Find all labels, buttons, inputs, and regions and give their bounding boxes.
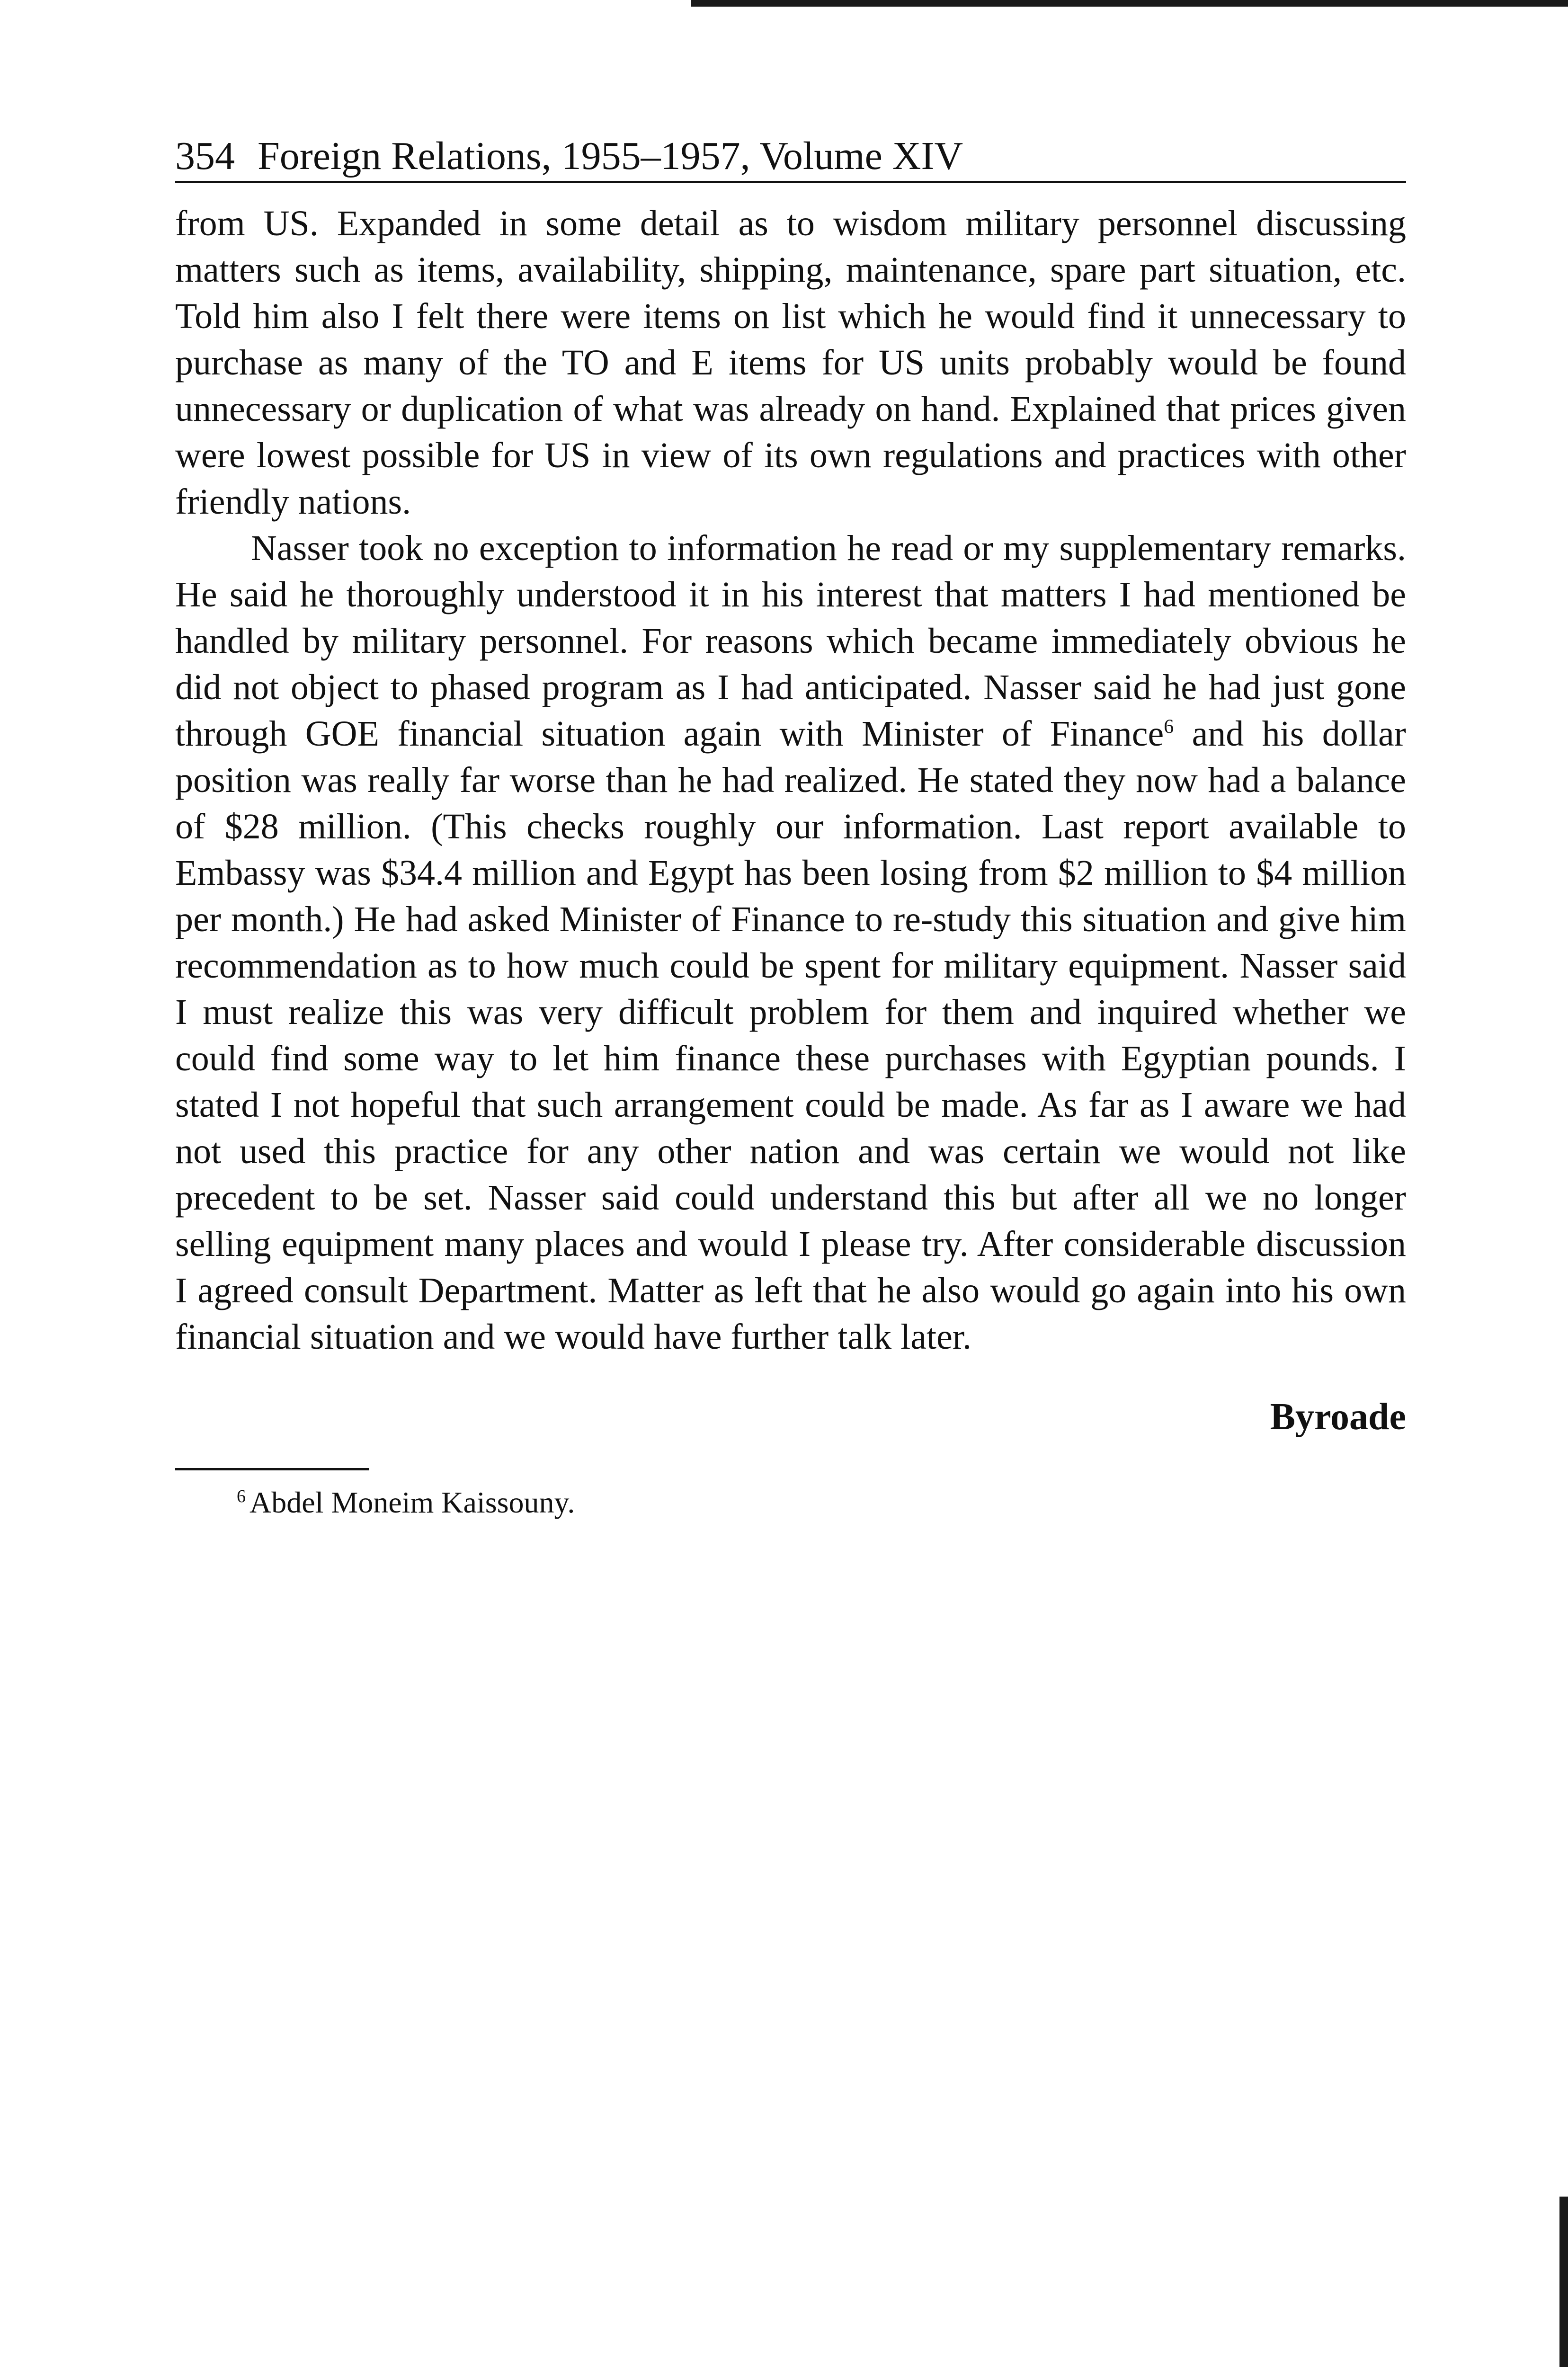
paragraph-text: and his dollar position was really far worse than he had realized. He stated they now had a balance of $28 million. (This checks roughly our information. Last report available to Embassy was $34.4 million and Egypt has been losing from $2 million to $4 million per month.) He had asked Minister of Finance to re-study this situation and give him recommendation as to how much could be spent for military equipment. Nasser said I must realize this was very difficult problem for them and inquired whether we could find some way to let him finance these purchases with Egyptian pounds. I stated I not hopeful that such arrangement could be made. As far as I aware we had not used this practice for any other nation and was certain we would not like precedent to be set. Nasser said could understand this but after all we no longer selling equipment many places and would I please try. After considerable discussion I agreed consult Department. Matter as left that he also would go again into his own financial situation and we would have further talk later. bbox=[175, 714, 1406, 1357]
paragraph-text: Nasser took no exception to information he read or my supplementary remarks. He said he thoroughly understood it in his interest that matters I had mentioned be handled by military personnel. For reasons which became immediately obvious he did not object to phased program as I had anticipated. Nasser said he had just gone through GOE financial situation again with Minister of Finance bbox=[175, 528, 1406, 754]
running-header bbox=[175, 133, 1406, 183]
paragraph bbox=[175, 525, 1406, 1360]
footnote-text: Abdel Moneim Kaissouny. bbox=[249, 1486, 575, 1519]
page-number: 354 bbox=[175, 134, 235, 178]
document-page bbox=[175, 133, 1406, 1522]
footnote-number: 6 bbox=[237, 1486, 246, 1506]
running-title: Foreign Relations, 1955–1957, Volume XIV bbox=[258, 134, 963, 178]
document-body bbox=[175, 200, 1406, 1360]
scan-border-top bbox=[691, 0, 1568, 7]
signature: Byroade bbox=[1270, 1396, 1406, 1438]
paragraph-text: from US. Expanded in some detail as to wisdom military personnel discussing matters such as items, availability, shipping, maintenance, spare part situation, etc. Told him also I felt there were items on list which he would find it unnecessary to purchase as many of the TO and E items for US units probably would be found unnecessary or duplication of what was already on hand. Explained that prices given were lowest possible for US in view of its own regulations and practices with other friendly nations. bbox=[175, 204, 1406, 522]
footnote-divider bbox=[175, 1468, 369, 1470]
footnote bbox=[175, 1483, 1406, 1522]
footnote-reference: 6 bbox=[1164, 716, 1174, 738]
scan-border-right bbox=[1559, 2197, 1568, 2367]
paragraph bbox=[175, 200, 1406, 525]
